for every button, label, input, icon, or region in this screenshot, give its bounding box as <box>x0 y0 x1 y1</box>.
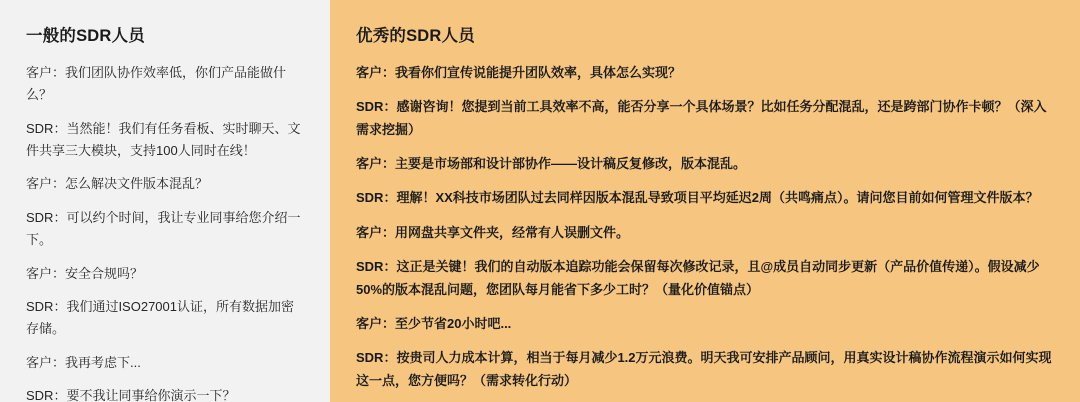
dialogue-line: 客户：我看你们宣传说能提升团队效率，具体怎么实现？ <box>356 65 682 80</box>
dialogue-line: 客户：用网盘共享文件夹，经常有人误删文件。 <box>356 224 630 240</box>
dialogue-line: SDR：感谢咨询！您提到当前工具效率不高，能否分享一个具体场景？比如任务分配混乱，还是跨部门协作卡顿？（深入需求挖掘） <box>356 99 1047 137</box>
panel-average-sdr-title: 一般的SDR人员 <box>26 27 145 45</box>
dialogue-line: SDR：当然能！我们有任务看板、实时聊天、文件共享三大模块，支持100人同时在线！ <box>26 120 301 159</box>
dialogue-line: 客户：怎么解决文件版本混乱？ <box>26 176 209 192</box>
dialogue-line: 客户：我们团队协作效率低，你们产品能做什么？ <box>26 65 287 103</box>
dialogue-line: SDR：可以约个时间，我让专业同事给您介绍一下。 <box>26 209 301 248</box>
panel-excellent-sdr-title: 优秀的SDR人员 <box>356 27 475 45</box>
dialogue-line: SDR：理解！XX科技市场团队过去同样因版本混乱导致项目平均延迟2周（共鸣痛点）。请问您目前如何管理文件版本？ <box>356 190 1039 206</box>
dialogue-line: SDR：按贵司人力成本计算，相当于每月减少1.2万元浪费。明天我可安排产品顾问，用真实设计稿协作流程演示如何实现这一点，您方便吗？（需求转化行动） <box>356 350 1052 388</box>
dialogue-line: 客户：我再考虑下... <box>26 354 141 370</box>
dialogue-line: SDR：要不我让同事给你演示一下？ <box>26 387 236 402</box>
panel-average-sdr <box>0 0 330 402</box>
dialogue-line: SDR：我们通过ISO27001认证，所有数据加密存储。 <box>26 298 294 337</box>
dialogue-line: 客户：安全合规吗？ <box>26 265 144 281</box>
dialogue-line: 客户：主要是市场部和设计部协作——设计稿反复修改，版本混乱。 <box>356 156 747 172</box>
panel-excellent-sdr <box>330 0 1080 402</box>
dialogue-line: SDR：这正是关键！我们的自动版本追踪功能会保留每次修改记录，且@成员自动同步更新（产品价值传递）。假设减少50%的版本混乱问题，您团队每月能省下多少工时？（量化价值锚点） <box>356 259 1040 297</box>
dialogue-line: 客户：至少节省20小时吧... <box>356 315 512 331</box>
